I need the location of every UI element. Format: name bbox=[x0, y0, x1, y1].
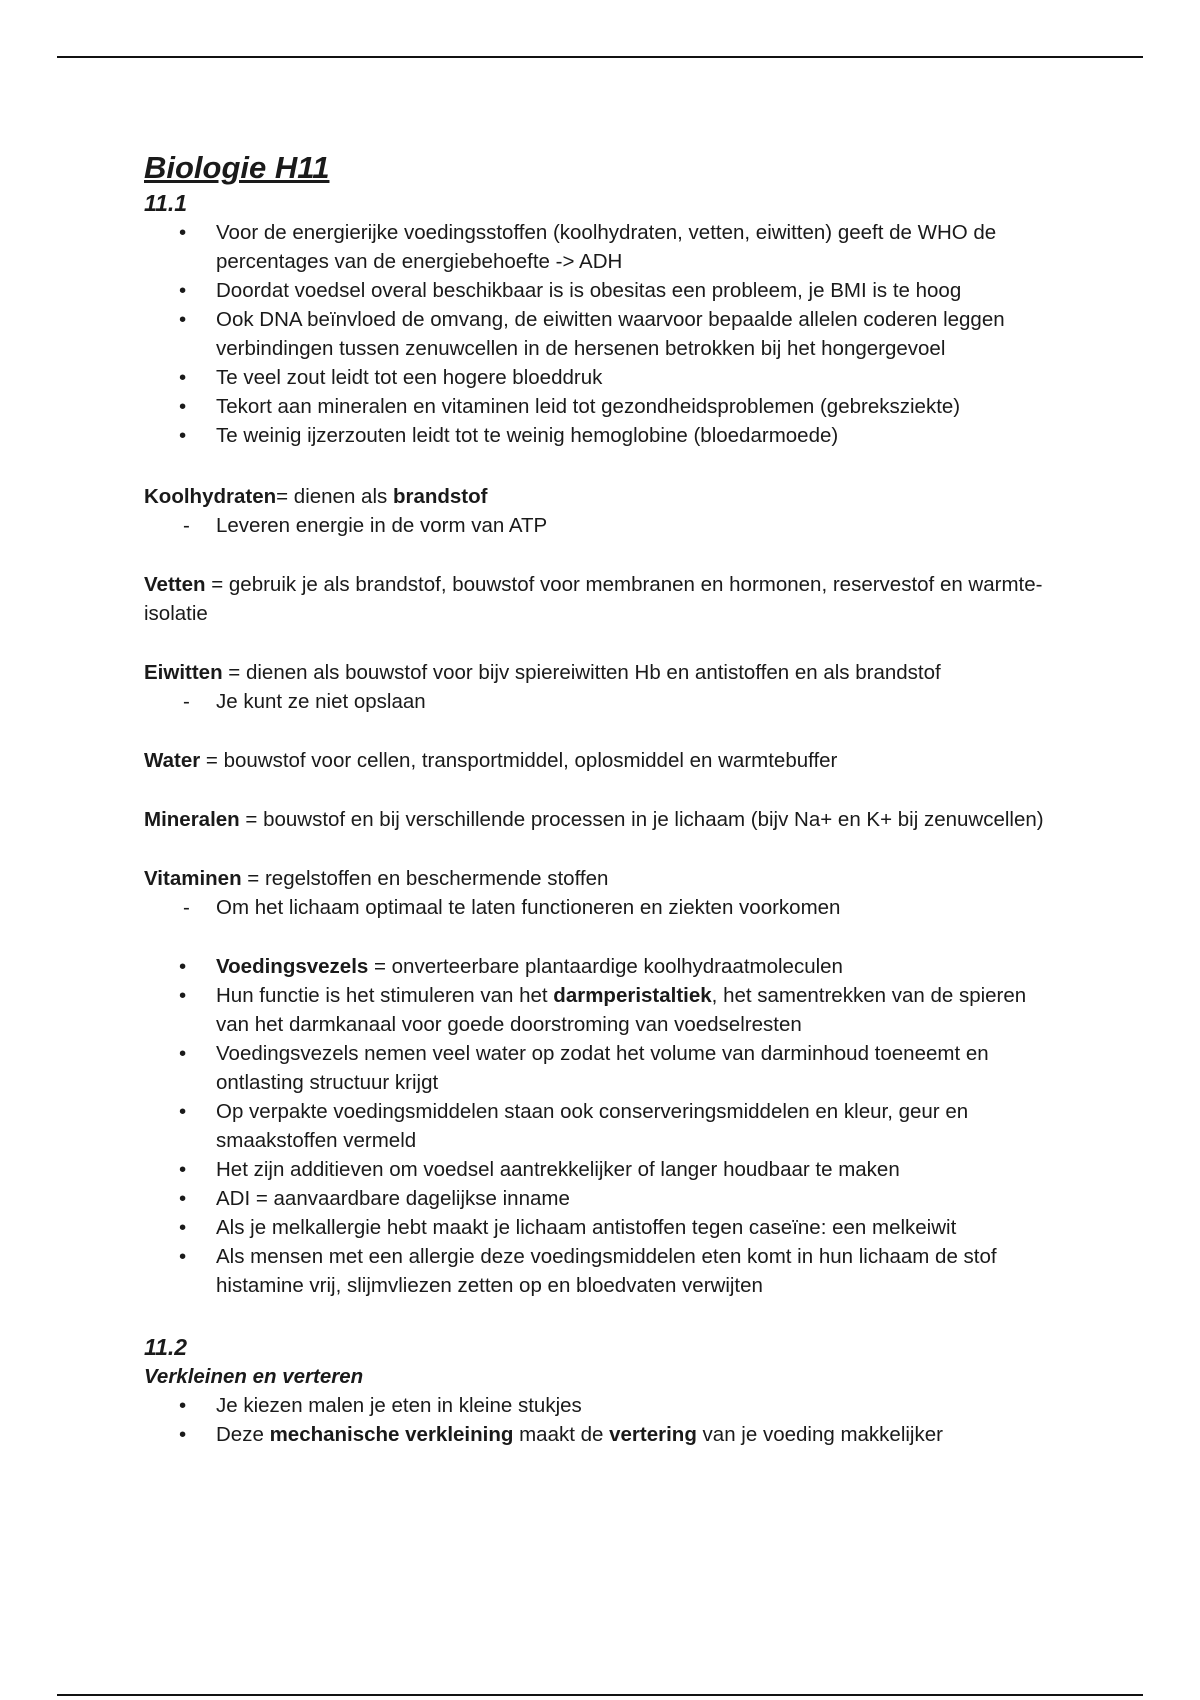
term-koolhydraten: Koolhydraten bbox=[144, 485, 277, 508]
subheading-verkleinen: Verkleinen en verteren bbox=[144, 1365, 364, 1388]
footer-rule bbox=[57, 1694, 1143, 1696]
koolhydraten-sub-list bbox=[144, 511, 1064, 540]
list-item: • Deze mechanische verkleining maakt de vertering van je voeding makkelijker bbox=[144, 1420, 1064, 1449]
term-vetten: Vetten bbox=[144, 573, 206, 596]
section-11-1-list bbox=[144, 218, 1064, 450]
list-item: • Als je melkallergie hebt maakt je lichaam antistoffen tegen caseïne: een melkeiwit bbox=[144, 1213, 1064, 1242]
list-item: • Als mensen met een allergie deze voedingsmiddelen eten komt in hun lichaam de stof histamine vrij, slijmvliezen zetten op en bloedvaten verwijten bbox=[144, 1242, 1064, 1300]
list-item: - Leveren energie in de vorm van ATP bbox=[144, 511, 1064, 540]
definition-eiwitten: Eiwitten = dienen als bouwstof voor bijv spiereiwitten Hb en antistoffen en als brandstof bbox=[144, 661, 941, 684]
header-rule bbox=[57, 56, 1143, 58]
list-item: • Tekort aan mineralen en vitaminen leid tot gezondheidsproblemen (gebreksziekte) bbox=[144, 392, 1064, 421]
section-heading-11-2: 11.2 bbox=[144, 1334, 188, 1360]
definition-koolhydraten: Koolhydraten= dienen als brandstof bbox=[144, 485, 488, 508]
list-item: • Voor de energierijke voedingsstoffen (koolhydraten, vetten, eiwitten) geeft de WHO de percentages van de energiebehoefte -> ADH bbox=[144, 218, 1064, 276]
term-vitaminen: Vitaminen bbox=[144, 867, 242, 890]
list-item: • Doordat voedsel overal beschikbaar is is obesitas een probleem, je BMI is te hoog bbox=[144, 276, 1064, 305]
list-item: - Om het lichaam optimaal te laten functioneren en ziekten voorkomen bbox=[144, 893, 1064, 922]
definition-vitaminen: Vitaminen = regelstoffen en beschermende stoffen bbox=[144, 867, 609, 890]
section-11-2-list bbox=[144, 1391, 1064, 1449]
definition-vetten: Vetten = gebruik je als brandstof, bouwstof voor membranen en hormonen, reservestof en warmte-isolatie bbox=[144, 573, 1043, 625]
list-item: • Ook DNA beïnvloed de omvang, de eiwitten waarvoor bepaalde allelen coderen leggen verbindingen tussen zenuwcellen in de hersenen betrokken bij het hongergevoel bbox=[144, 305, 1064, 363]
page-title: Biologie H11 bbox=[144, 150, 330, 185]
list-item: • Te veel zout leidt tot een hogere bloeddruk bbox=[144, 363, 1064, 392]
list-item: • Je kiezen malen je eten in kleine stukjes bbox=[144, 1391, 1064, 1420]
list-item: • Voedingsvezels = onverteerbare plantaardige koolhydraatmoleculen bbox=[144, 952, 1064, 981]
eiwitten-sub-list bbox=[144, 687, 1064, 716]
list-item: - Je kunt ze niet opslaan bbox=[144, 687, 1064, 716]
list-item: • ADI = aanvaardbare dagelijkse inname bbox=[144, 1184, 1064, 1213]
list-item: • Hun functie is het stimuleren van het darmperistaltiek, het samentrekken van de spieren van het darmkanaal voor goede doorstroming van voedselresten bbox=[144, 981, 1064, 1039]
document-body bbox=[144, 148, 1064, 1449]
definition-mineralen: Mineralen = bouwstof en bij verschillende processen in je lichaam (bijv Na+ en K+ bij zenuwcellen) bbox=[144, 808, 1044, 831]
list-item: • Voedingsvezels nemen veel water op zodat het volume van darminhoud toeneemt en ontlasting structuur krijgt bbox=[144, 1039, 1064, 1097]
term-water: Water bbox=[144, 749, 201, 772]
fiber-list bbox=[144, 952, 1064, 1300]
list-item: • Op verpakte voedingsmiddelen staan ook conserveringsmiddelen en kleur, geur en smaakstoffen vermeld bbox=[144, 1097, 1064, 1155]
section-heading-11-1: 11.1 bbox=[144, 190, 188, 216]
vitaminen-sub-list bbox=[144, 893, 1064, 922]
term-mineralen: Mineralen bbox=[144, 808, 240, 831]
term-eiwitten: Eiwitten bbox=[144, 661, 223, 684]
definition-water: Water = bouwstof voor cellen, transportmiddel, oplosmiddel en warmtebuffer bbox=[144, 749, 838, 772]
list-item: • Het zijn additieven om voedsel aantrekkelijker of langer houdbaar te maken bbox=[144, 1155, 1064, 1184]
list-item: • Te weinig ijzerzouten leidt tot te weinig hemoglobine (bloedarmoede) bbox=[144, 421, 1064, 450]
